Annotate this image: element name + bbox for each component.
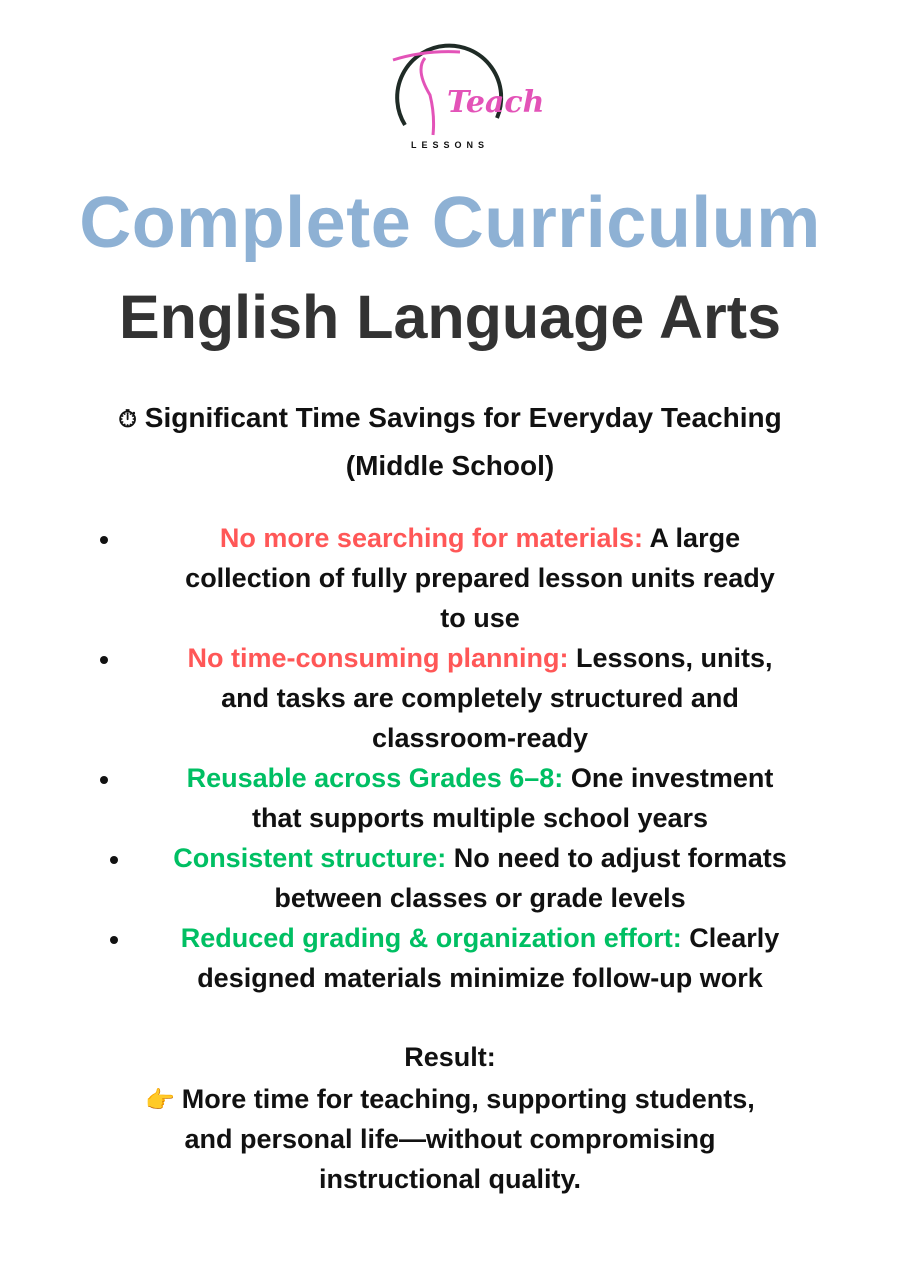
list-item-label: Consistent structure: xyxy=(173,843,447,873)
svg-text:Teach: Teach xyxy=(447,85,545,120)
pointing-hand-icon: 👉 xyxy=(145,1087,182,1114)
list-item-line xyxy=(110,558,850,598)
list-item-text: No need to adjust formats xyxy=(453,843,787,873)
list-item-text: classroom-ready xyxy=(371,723,589,753)
stopwatch-icon: ⏱ xyxy=(118,406,137,433)
list-item-line xyxy=(110,918,850,958)
list-item-label: Reusable across Grades 6–8: xyxy=(186,763,564,793)
list-item-text: collection of fully prepared lesson units ready xyxy=(185,563,775,593)
list-item-label: Reduced grading & organization effort: xyxy=(180,923,682,953)
section-heading xyxy=(60,395,840,489)
result-line xyxy=(0,1079,900,1121)
result-line-text: and personal life—without compromising xyxy=(184,1124,716,1154)
list-item-text: One investment xyxy=(570,763,774,793)
heading-line-2: (Middle School) xyxy=(345,450,555,481)
result-line xyxy=(0,1119,900,1159)
list-item-line xyxy=(110,518,850,558)
result-line xyxy=(0,1159,900,1199)
heading-line-1: Significant Time Savings for Everyday Teaching xyxy=(144,402,782,433)
list-item-line xyxy=(110,958,850,998)
list-item-line xyxy=(110,758,850,798)
list-item-line xyxy=(110,838,850,878)
list-item-line xyxy=(110,638,850,678)
list-item-label: No more searching for materials: xyxy=(219,523,644,553)
list-item-text: designed materials minimize follow-up work xyxy=(197,963,763,993)
list-item-line xyxy=(110,598,850,638)
list-item-text: A large xyxy=(649,523,741,553)
list-item-text: between classes or grade levels xyxy=(274,883,686,913)
list-item-text: to use xyxy=(440,603,520,633)
list-item-line xyxy=(110,798,850,838)
page-subtitle: English Language Arts xyxy=(118,283,782,351)
bullet-dot xyxy=(100,536,108,544)
list-item-label: No time-consuming planning: xyxy=(187,643,569,673)
result-line-text: More time for teaching, supporting students, xyxy=(181,1084,755,1114)
teach-lessons-logo xyxy=(385,30,545,155)
list-item-line xyxy=(110,878,850,918)
list-item-line xyxy=(110,718,850,758)
list-item-text: Clearly xyxy=(689,923,780,953)
list-item-text: and tasks are completely structured and xyxy=(221,683,739,713)
result-line-text: instructional quality. xyxy=(318,1164,582,1194)
bullet-dot xyxy=(100,656,108,664)
list-item-text: Lessons, units, xyxy=(575,643,773,673)
page-title: Complete Curriculum xyxy=(79,183,821,263)
bullet-dot xyxy=(100,776,108,784)
list-item-line xyxy=(110,678,850,718)
result-label: Result: xyxy=(404,1042,496,1072)
svg-text:LESSONS: LESSONS xyxy=(410,140,490,150)
list-item-text: that supports multiple school years xyxy=(251,803,709,833)
